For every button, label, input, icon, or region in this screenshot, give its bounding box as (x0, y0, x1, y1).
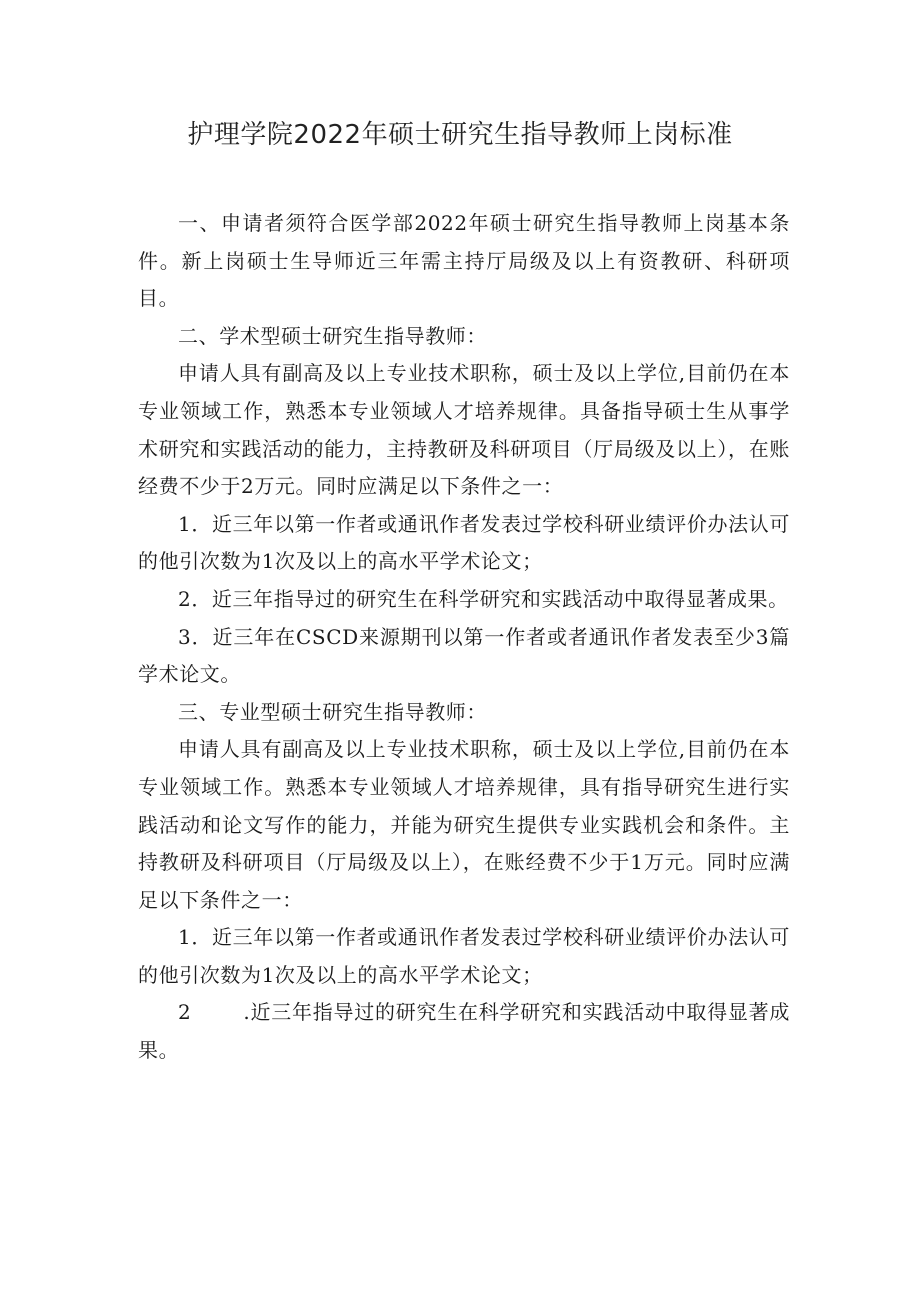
professional-condition-1: 1．近三年以第一作者或通讯作者发表过学校科研业绩评价办法认可的他引次数为1次及以上的高水平学术论文； (138, 925, 790, 987)
heading-academic-supervisor: 二、学术型硕士研究生指导教师： (178, 323, 487, 348)
document-body (138, 205, 790, 1070)
heading-professional-supervisor: 三、专业型硕士研究生指导教师： (178, 699, 487, 724)
paragraph-professional-requirements: 申请人具有副高及以上专业技术职称，硕士及以上学位,目前仍在本专业领域工作。熟悉本专业领域人才培养规律，具有指导研究生进行实践活动和论文写作的能力，并能为研究生提供专业实践机会和条件。主持教研及科研项目（厅局级及以上），在账经费不少于1万元。同时应满足以下条件之一： (138, 737, 790, 912)
professional-condition-2 (138, 994, 790, 1069)
condition-number: 2 (178, 1000, 192, 1025)
paragraph-general-requirements: 一、申请者须符合医学部2022年硕士研究生指导教师上岗基本条件。新上岗硕士生导师近三年需主持厅局级及以上有资教研、科研项目。 (138, 211, 790, 311)
condition-text: .近三年指导过的研究生在科学研究和实践活动中取得显著成果。 (138, 1000, 790, 1063)
document-title: 护理学院2022年硕士研究生指导教师上岗标准 (187, 120, 733, 150)
academic-condition-3: 3．近三年在CSCD来源期刊以第一作者或者通讯作者发表至少3篇学术论文。 (138, 624, 790, 687)
academic-condition-1: 1．近三年以第一作者或通讯作者发表过学校科研业绩评价办法认可的他引次数为1次及以上的高水平学术论文； (138, 511, 790, 574)
academic-condition-2: 2．近三年指导过的研究生在科学研究和实践活动中取得显著成果。 (178, 586, 789, 611)
paragraph-academic-requirements: 申请人具有副高及以上专业技术职称，硕士及以上学位,目前仍在本专业领域工作，熟悉本专业领域人才培养规律。具备指导硕士生从事学术研究和实践活动的能力，主持教研及科研项目（厅局级及以上），在账经费不少于2万元。同时应满足以下条件之一： (138, 361, 790, 499)
